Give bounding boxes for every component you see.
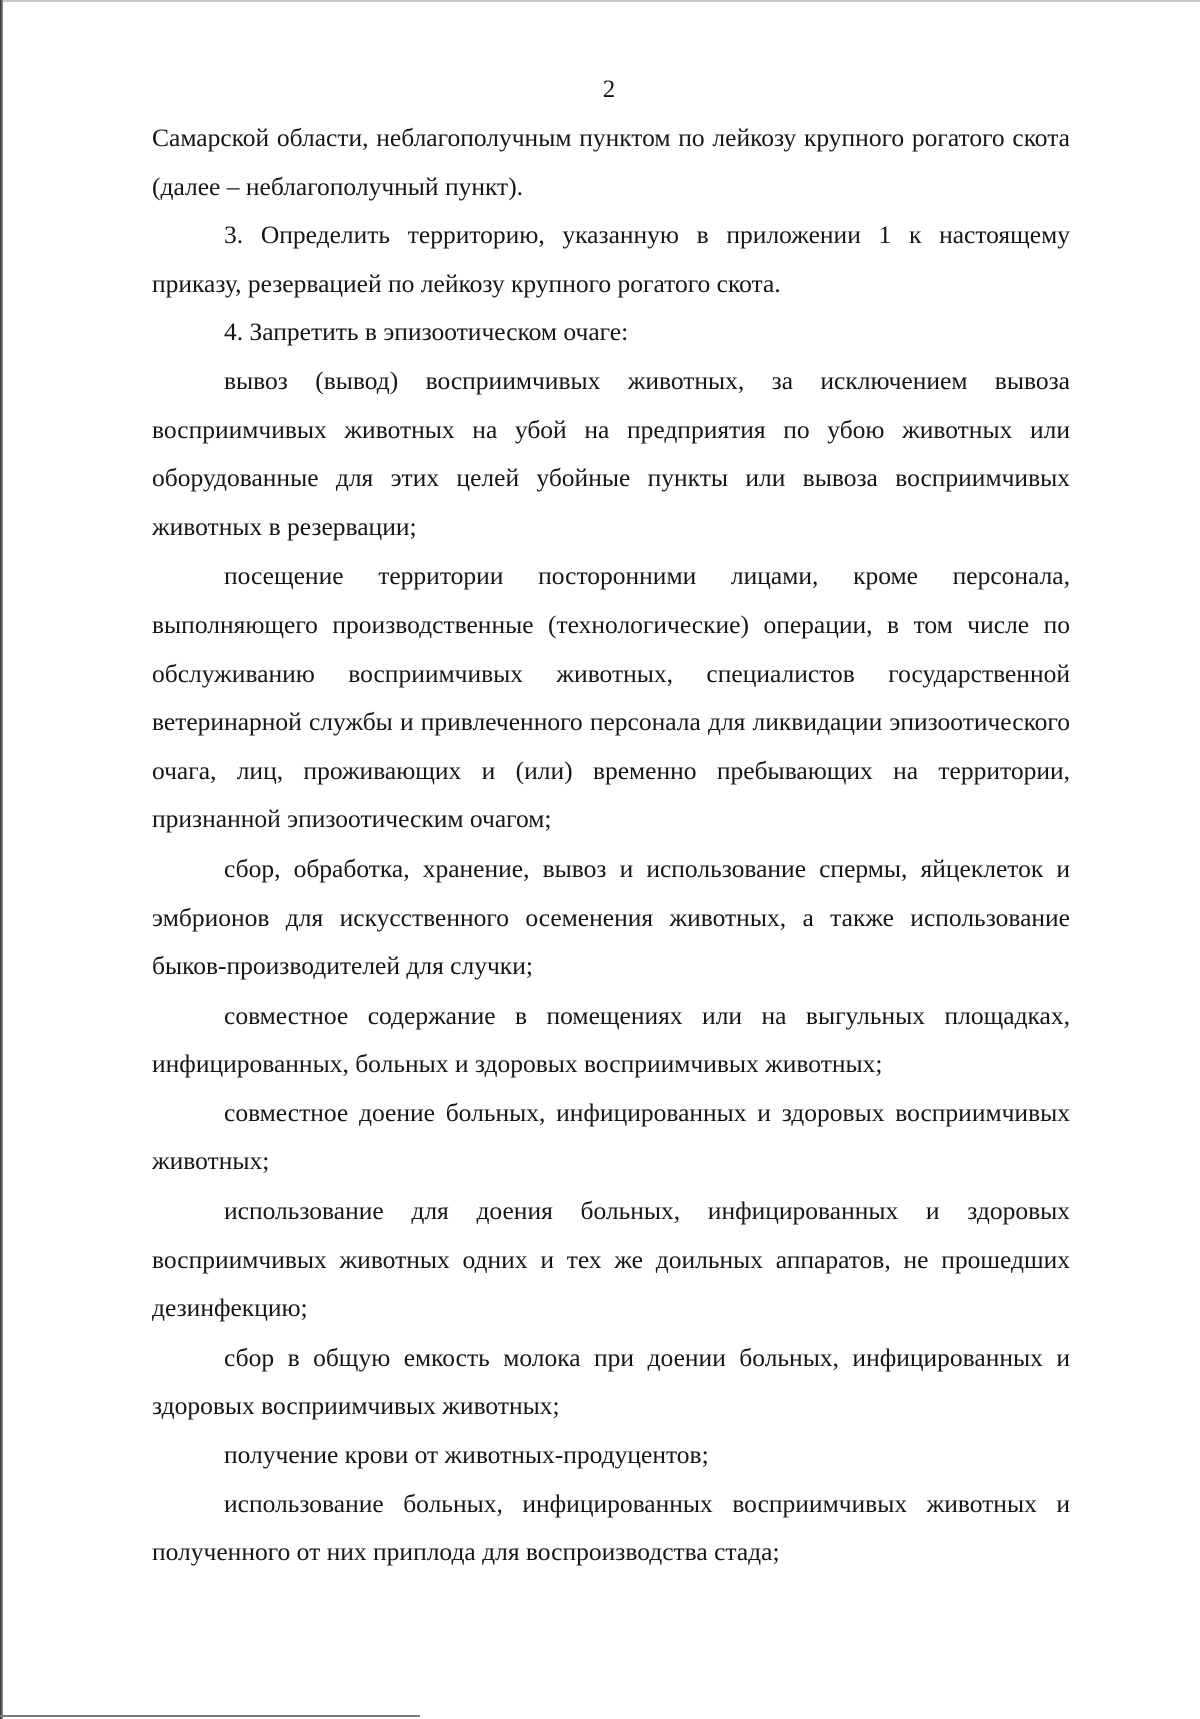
page-number: 2 (602, 76, 616, 103)
prohibition-milking-apparatus: использование для доения больных, инфицированных и здоровых восприимчивых животных одних и тех же доильных аппаратов, не прошедших дезинфекцию; (152, 1196, 1070, 1323)
scan-edge-left (0, 0, 3, 1719)
scan-edge-top (0, 0, 1200, 2)
prohibition-joint-milking: совместное доение больных, инфицированных и здоровых восприимчивых животных; (152, 1097, 1070, 1176)
prohibition-milk-collection: сбор в общую емкость молока при доении больных, инфицированных и здоровых восприимчивых животных; (152, 1342, 1070, 1421)
prohibition-blood: получение крови от животных-продуцентов; (224, 1440, 709, 1470)
paragraph-item-4: 4. Запретить в эпизоотическом очаге: (224, 317, 629, 347)
scan-edge-bottom (0, 1715, 420, 1717)
prohibition-sperm: сбор, обработка, хранение, вывоз и использование спермы, яйцеклеток и эмбрионов для искусственного осеменения животных, а также использование быков-производителей для случки; (152, 853, 1070, 981)
paragraph-item-3: 3. Определить территорию, указанную в приложении 1 к настоящему приказу, резервацией по лейкозу крупного рогатого скота. (152, 220, 1070, 298)
prohibition-joint-keeping: совместное содержание в помещениях или на выгульных площадках, инфицированных, больных и здоровых восприимчивых животных; (152, 1000, 1070, 1079)
prohibition-removal: вывоз (вывод) восприимчивых животных, за исключением вывоза восприимчивых животных на убой на предприятия по убою животных или оборудованные для этих целей убойные пункты или вывоза восприимчивых животных в резервации; (152, 365, 1070, 541)
paragraph-continuation: Самарской области, неблагополучным пунктом по лейкозу крупного рогатого скота (далее – неблагополучный пункт). (152, 123, 1070, 201)
prohibition-visits: посещение территории посторонними лицами, кроме персонала, выполняющего производственные (технологические) операции, в том числе по обслуживанию восприимчивых животных, специалистов государственной ветеринарной службы и привлеченного персонала для ликвидации эпизоотического очага, лиц, проживающих и (или) временно пребывающих на территории, признанной эпизоотическим очагом; (152, 561, 1070, 834)
document-body (152, 114, 1070, 1577)
prohibition-reproduction: использование больных, инфицированных восприимчивых животных и полученного от них приплода для воспроизводства стада; (152, 1488, 1070, 1567)
